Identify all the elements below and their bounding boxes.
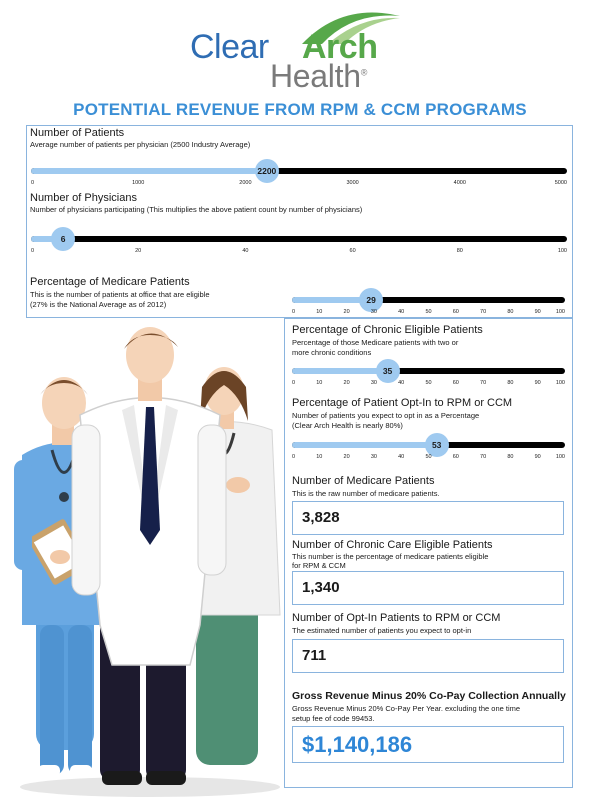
slider-tick-label: 100 (555, 380, 565, 386)
slider-tick-label: 70 (480, 309, 487, 315)
slider-ticks (292, 454, 565, 464)
physicians-description: Number of physicians participating (This multiplies the above patient count by number of physicians) (30, 205, 363, 214)
slider-tick-label: 60 (452, 380, 459, 386)
optin-description-1: Number of patients you expect to opt in as a Percentage (292, 411, 480, 420)
slider-tick-label: 40 (398, 454, 405, 460)
slider-tick-label: 30 (370, 380, 377, 386)
slider-tick-label: 80 (507, 380, 514, 386)
slider-tick-label: 60 (452, 454, 459, 460)
slider-tick-label: 100 (555, 454, 565, 460)
medicare-description-2: (27% is the National Average as of 2012) (30, 300, 167, 309)
chronic-description-2: more chronic conditions (292, 348, 372, 357)
slider-tick-label: 90 (534, 309, 541, 315)
slider-fill (292, 368, 388, 374)
medicare-label: Percentage of Medicare Patients (30, 276, 190, 288)
medical-staff-illustration (0, 325, 290, 800)
slider-tick-label: 3000 (346, 180, 359, 186)
medicare-count-label: Number of Medicare Patients (292, 475, 435, 487)
slider-thumb[interactable]: 6 (51, 227, 75, 251)
chronic-count-description-1: This number is the percentage of medicare patients eligible (292, 552, 489, 561)
revenue-value: $1,140,186 (292, 726, 564, 763)
slider-tick-label: 100 (555, 309, 565, 315)
medicare-description-1: This is the number of patients at office that are eligible (30, 290, 210, 299)
optin-count-label: Number of Opt-In Patients to RPM or CCM (292, 612, 501, 624)
slider-fill (292, 442, 437, 448)
slider-tick-label: 80 (507, 454, 514, 460)
slider-tick-label: 10 (316, 380, 323, 386)
chronic-label: Percentage of Chronic Eligible Patients (292, 324, 483, 336)
slider-tick-label: 20 (343, 454, 350, 460)
chronic-count-label: Number of Chronic Care Eligible Patients (292, 539, 493, 551)
slider-thumb[interactable]: 29 (359, 288, 383, 312)
slider-tick-label: 90 (534, 454, 541, 460)
optin-label: Percentage of Patient Opt-In to RPM or CCM (292, 397, 513, 409)
medicare-count-description: This is the raw number of medicare patients. (292, 489, 440, 498)
patients-label: Number of Patients (30, 127, 125, 139)
slider-tick-label: 5000 (554, 180, 567, 186)
slider-fill (31, 168, 267, 174)
slider-tick-label: 40 (398, 309, 405, 315)
slider-tick-label: 4000 (453, 180, 466, 186)
slider-tick-label: 80 (507, 309, 514, 315)
slider-tick-label: 0 (31, 180, 35, 186)
slider-tick-label: 10 (316, 309, 323, 315)
slider-tick-label: 70 (480, 380, 487, 386)
logo-clear-text: Clear (190, 28, 269, 66)
slider-tick-label: 30 (370, 454, 377, 460)
slider-tick-label: 0 (292, 380, 296, 386)
chronic-count-value: 1,340 (292, 571, 564, 605)
slider-tick-label: 2000 (239, 180, 252, 186)
slider-ticks (31, 180, 567, 190)
optin-description-2: (Clear Arch Health is nearly 80%) (292, 421, 403, 430)
revenue-description-2: setup fee of code 99453. (292, 714, 375, 723)
slider-tick-label: 0 (292, 309, 296, 315)
slider-tick-label: 0 (292, 454, 296, 460)
logo-health-text: Health® (270, 58, 368, 94)
slider-tick-label: 100 (557, 248, 567, 254)
slider-ticks (292, 380, 565, 390)
slider-track[interactable] (31, 236, 567, 242)
logo-arch-text: Arch (302, 28, 378, 66)
slider-tick-label: 20 (343, 309, 350, 315)
revenue-label: Gross Revenue Minus 20% Co-Pay Collection Annually (292, 690, 566, 702)
slider-tick-label: 40 (398, 380, 405, 386)
slider-thumb[interactable]: 53 (425, 433, 449, 457)
slider-tick-label: 10 (316, 454, 323, 460)
slider-tick-label: 60 (349, 248, 356, 254)
slider-thumb[interactable]: 2200 (255, 159, 279, 183)
clear-arch-health-logo (190, 6, 420, 94)
optin-count-value: 711 (292, 639, 564, 673)
slider-tick-label: 60 (452, 309, 459, 315)
slider-tick-label: 50 (425, 454, 432, 460)
optin-count-description: The estimated number of patients you expect to opt-in (292, 626, 472, 635)
slider-tick-label: 70 (480, 454, 487, 460)
slider-ticks (31, 248, 567, 258)
chronic-description-1: Percentage of those Medicare patients with two or (292, 338, 459, 347)
slider-tick-label: 40 (242, 248, 249, 254)
slider-tick-label: 20 (135, 248, 142, 254)
slider-tick-label: 50 (425, 380, 432, 386)
slider-thumb[interactable]: 35 (376, 359, 400, 383)
physicians-label: Number of Physicians (30, 192, 137, 204)
slider-ticks (292, 309, 565, 319)
slider-tick-label: 90 (534, 380, 541, 386)
slider-tick-label: 20 (343, 380, 350, 386)
slider-tick-label: 30 (370, 309, 377, 315)
slider-tick-label: 1000 (132, 180, 145, 186)
slider-tick-label: 0 (31, 248, 35, 254)
slider-tick-label: 80 (456, 248, 463, 254)
patients-description: Average number of patients per physician (2500 Industry Average) (30, 140, 251, 149)
page-title: POTENTIAL REVENUE FROM RPM & CCM PROGRAMS (73, 100, 527, 119)
medicare-count-value: 3,828 (292, 501, 564, 535)
revenue-description-1: Gross Revenue Minus 20% Co-Pay Per Year. excluding the one time (292, 704, 521, 713)
slider-tick-label: 50 (425, 309, 432, 315)
chronic-count-description-2: for RPM & CCM (292, 561, 346, 570)
